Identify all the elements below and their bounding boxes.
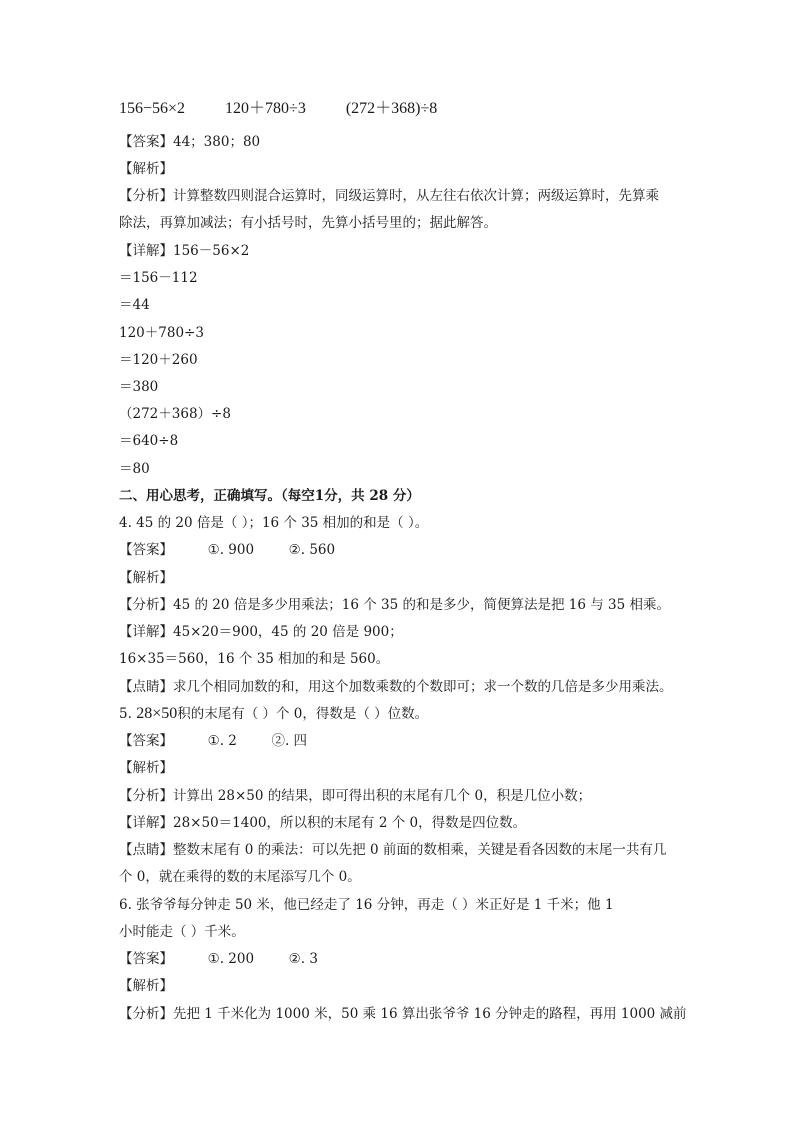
q3-step-6: ＝380 <box>119 379 159 395</box>
q6-answer-1: ①. 200 <box>207 951 255 967</box>
q6-fenxi-tag: 【分析】 <box>119 1006 173 1022</box>
expression-1: 156−56×2 <box>119 100 186 117</box>
q4-dianjing-line <box>119 678 673 696</box>
q6-question-line-2: 小时能走（ ）千米。 <box>119 924 245 940</box>
expression-2: 120＋780÷3 <box>225 100 306 117</box>
q5-question-text: 积的末尾有（ ）个 0，得数是（ ）位数。 <box>177 706 429 722</box>
expression-row <box>119 100 437 118</box>
q5-question <box>119 705 428 723</box>
q6-question-line-1: 6. 张爷爷每分钟走 50 米，他已经走了 16 分钟，再走（ ）米正好是 1 千米；他 1 <box>119 897 614 913</box>
q3-step-5: ＝120＋260 <box>119 352 198 368</box>
q3-step-8: ＝640÷8 <box>119 433 179 449</box>
q4-answer-tag: 【答案】 <box>119 542 173 558</box>
q4-fenxi-text: 45 的 20 倍是多少用乘法；16 个 35 的和是多少，简便算法是把 16 与 35 相乘。 <box>173 597 670 613</box>
q6-answer-line <box>119 950 318 968</box>
q4-answer-1: ①. 900 <box>207 542 255 558</box>
q3-step-7: （272＋368）÷8 <box>119 406 231 422</box>
q4-dianjing-text: 求几个相同加数的和，用这个加数乘数的个数即可；求一个数的几倍是多少用乘法。 <box>173 679 673 695</box>
q4-xiangjie-tag: 【详解】 <box>119 624 173 640</box>
q6-answer-2: ②. 3 <box>288 951 318 967</box>
q5-question-number: 5. <box>119 706 132 722</box>
q3-step-1: 156－56×2 <box>173 243 250 259</box>
q5-fenxi-line <box>119 787 591 805</box>
q3-step-2: ＝156－112 <box>119 270 198 286</box>
q6-answer-tag: 【答案】 <box>119 951 173 967</box>
q5-answer-2: ②. 四 <box>271 733 308 749</box>
q4-analysis-tag: 【解析】 <box>119 570 173 586</box>
q5-answer-1: ①. 2 <box>207 733 237 749</box>
q6-fenxi-text: 先把 1 千米化为 1000 米，50 乘 16 算出张爷爷 16 分钟走的路程，再用 1000 减前 <box>173 1006 687 1022</box>
q4-question: 4. 45 的 20 倍是（ ）；16 个 35 相加的和是（ ）。 <box>119 515 429 531</box>
q4-xiangjie-line <box>119 623 403 641</box>
expression-3: (272＋368)÷8 <box>345 100 438 117</box>
q4-xiangjie-text-2: 16×35＝560，16 个 35 相加的和是 560。 <box>119 651 390 667</box>
q3-answer: 【答案】44；380；80 <box>119 134 261 150</box>
q5-answer-line <box>119 732 307 750</box>
q3-step-3: ＝44 <box>119 297 150 313</box>
q3-step-4: 120＋780÷3 <box>119 325 204 341</box>
q5-xiangjie-text: 28×50＝1400，所以积的末尾有 2 个 0，得数是四位数。 <box>173 815 527 831</box>
section-2-heading: 二、用心思考，正确填写。（每空1分，共 28 分） <box>119 488 420 504</box>
q4-answer-2: ②. 560 <box>288 542 336 558</box>
q4-fenxi-line <box>119 596 670 614</box>
q3-fenxi-tag: 【分析】 <box>119 188 173 204</box>
q6-fenxi-line <box>119 1005 687 1023</box>
q4-answer-line <box>119 541 335 559</box>
q5-dianjing-text-2: 个 0，就在乘得的数的末尾添写几个 0。 <box>119 869 361 885</box>
q5-fenxi-tag: 【分析】 <box>119 788 173 804</box>
q4-xiangjie-text-1: 45×20＝900，45 的 20 倍是 900； <box>173 624 403 640</box>
q5-question-math: 28×50 <box>136 705 178 722</box>
q4-dianjing-tag: 【点睛】 <box>119 679 173 695</box>
q5-fenxi-text: 计算出 28×50 的结果，即可得出积的末尾有几个 0，积是几位小数； <box>173 788 592 804</box>
q5-answer-tag: 【答案】 <box>119 733 173 749</box>
q6-analysis-tag: 【解析】 <box>119 978 173 994</box>
q5-xiangjie-tag: 【详解】 <box>119 815 173 831</box>
q5-dianjing-text-1: 整数末尾有 0 的乘法：可以先把 0 前面的数相乘，关键是看各因数的末尾一共有几 <box>173 842 667 858</box>
q5-analysis-tag: 【解析】 <box>119 760 173 776</box>
q5-dianjing-tag: 【点睛】 <box>119 842 173 858</box>
q3-fenxi-line-2: 除法，再算加减法；有小括号时，先算小括号里的；据此解答。 <box>119 215 497 231</box>
q3-step-9: ＝80 <box>119 461 150 477</box>
q4-fenxi-tag: 【分析】 <box>119 597 173 613</box>
q3-fenxi-text-1: 计算整数四则混合运算时，同级运算时，从左往右依次计算；两级运算时，先算乘 <box>173 188 659 204</box>
q3-fenxi-line-1 <box>119 187 659 205</box>
q3-analysis-tag: 【解析】 <box>119 161 173 177</box>
q3-xiangjie-tag: 【详解】 <box>119 243 173 259</box>
q5-xiangjie-line <box>119 814 526 832</box>
q3-xiangjie-line <box>119 242 249 260</box>
q5-dianjing-line-1 <box>119 841 666 859</box>
